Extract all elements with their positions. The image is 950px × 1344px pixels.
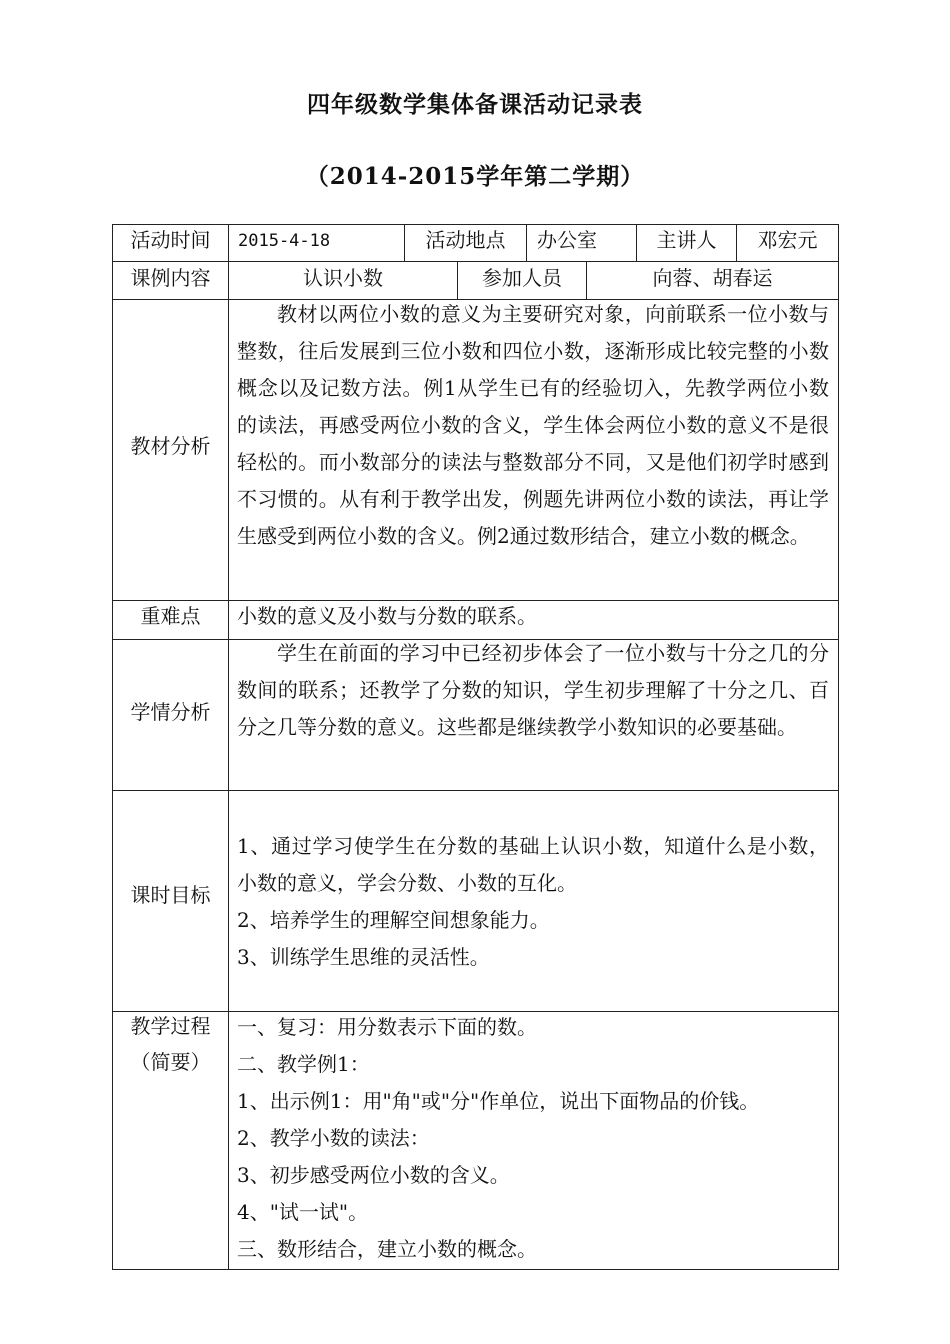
page-subtitle: （2014-2015学年第二学期）: [305, 163, 645, 190]
process-list: [237, 1009, 829, 1268]
participants-value: 向蓉、胡春运: [652, 266, 773, 290]
row-divider: [112, 261, 839, 262]
time-label: 活动时间: [130, 228, 211, 252]
speaker-value: 邓宏元: [757, 228, 818, 252]
process-item: 1、出示例1：用"角"或"分"作单位，说出下面物品的价钱。: [237, 1089, 760, 1113]
objective-item: 1、通过学习使学生在分数的基础上认识小数，知道什么是小数，小数的意义，学会分数、小数的互化。: [237, 834, 829, 895]
key-points-text: 小数的意义及小数与分数的联系。: [237, 604, 537, 628]
process-item: 一、复习：用分数表示下面的数。: [237, 1015, 537, 1039]
process-item: 4、"试一试"。: [237, 1200, 369, 1224]
content-value: 认识小数: [303, 266, 383, 290]
process-label: 教学过程: [130, 1014, 211, 1038]
process-item: 3、初步感受两位小数的含义。: [237, 1163, 510, 1187]
student-analysis-text: 学生在前面的学习中已经初步体会了一位小数与十分之几的分数间的联系；还教学了分数的知识，学生初步理解了十分之几、百分之几等分数的意义。这些都是继续教学小数知识的必要基础。: [237, 641, 829, 739]
student-analysis-label: 学情分析: [130, 700, 211, 724]
participants-label: 参加人员: [482, 266, 562, 290]
place-label: 活动地点: [425, 228, 506, 252]
analysis-label: 教材分析: [130, 434, 211, 458]
process-item: 2、教学小数的读法：: [237, 1126, 430, 1150]
label-column-divider: [228, 224, 229, 1270]
col-divider: [526, 224, 527, 262]
record-table: [112, 224, 839, 1270]
table-border-top: [112, 224, 839, 225]
place-value: 办公室: [537, 228, 597, 252]
analysis-text: 教材以两位小数的意义为主要研究对象，向前联系一位小数与整数，往后发展到三位小数和四位小数，逐渐形成比较完整的小数概念以及记数方法。例1从学生已有的经验切入，先教学两位小数的读法，再感受两位小数的含义，学生体会两位小数的意义不是很轻松的。而小数部分的读法与整数部分不同，又是他们初学时感到不习惯的。从有利于教学出发，例题先讲两位小数的读法，再让学生感受到两位小数的含义。例2通过数形结合，建立小数的概念。: [237, 302, 829, 548]
table-border-bottom: [112, 1269, 839, 1270]
key-points-label: 重难点: [140, 604, 201, 628]
objectives-label: 课时目标: [130, 883, 211, 907]
row-divider: [112, 600, 839, 601]
page-title: 四年级数学集体备课活动记录表: [307, 91, 643, 118]
process-label-note: （简要）: [130, 1050, 211, 1074]
content-label: 课例内容: [130, 266, 211, 290]
table-border-right: [838, 224, 839, 1270]
objectives-list: [237, 828, 829, 976]
speaker-label: 主讲人: [656, 228, 717, 252]
row-divider: [112, 790, 839, 791]
objective-item: 2、培养学生的理解空间想象能力。: [237, 908, 550, 932]
process-item: 三、数形结合，建立小数的概念。: [237, 1237, 537, 1261]
process-item: 二、教学例1：: [237, 1052, 370, 1076]
objective-item: 3、训练学生思维的灵活性。: [237, 945, 490, 969]
table-border-left: [112, 224, 113, 1270]
time-value: 2015-4-18: [238, 231, 331, 251]
